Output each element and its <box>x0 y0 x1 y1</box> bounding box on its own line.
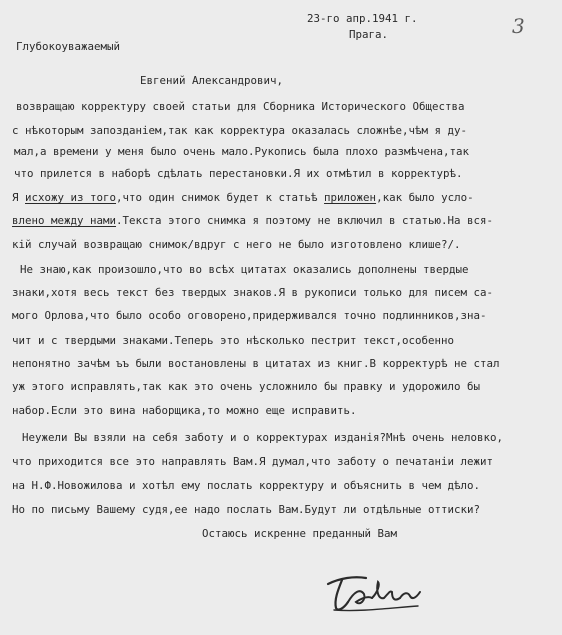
closing-line: Остаюсь искренне преданный Вам <box>202 527 398 540</box>
paragraph-2-line-2: знаки,хотя весь текст без твердых знаков.Я в рукописи только для писем са- <box>12 286 494 299</box>
paragraph-2-line-3: мого Орлова,что было особо оговорено,придерживался точно подлинников,зна- <box>12 309 487 322</box>
letter-date: 23-го апр.1941 г. <box>307 12 418 25</box>
paragraph-1-line-1: возвращаю корректуру своей статьи для Сборника Исторического Общества <box>16 100 465 113</box>
page-number: 3 <box>512 14 525 38</box>
paragraph-2-line-6: уж этого исправлять,так как это очень усложнило бы правку и удорожило бы <box>12 380 481 393</box>
letter-city: Прага. <box>349 28 389 41</box>
handwritten-signature <box>320 562 430 617</box>
underlined-phrase: исхожу из того <box>25 191 117 204</box>
paragraph-1-line-2: с нѣкоторым запозданіем,так как корректура оказалась сложнѣе,чѣм я ду- <box>12 124 468 137</box>
line-5-mid: ,что один снимок будет к статьѣ <box>116 191 325 204</box>
underlined-phrase: влено между нами <box>12 214 117 227</box>
salutation: Глубокоуважаемый <box>16 40 121 53</box>
paragraph-2-line-7: набор.Если это вина наборщика,то можно еще исправить. <box>12 404 357 417</box>
underlined-word: приложен <box>324 191 377 204</box>
paragraph-3-line-3: на Н.Ф.Новожилова и хотѣл ему послать корректуру и объяснить в чем дѣло. <box>12 479 481 492</box>
paragraph-1-line-5 <box>12 191 474 205</box>
line-5-start: Я <box>12 191 26 204</box>
line-6-end: .Текста этого снимка я поэтому не включил в статью.На вся- <box>116 214 494 227</box>
paragraph-3-line-4: Но по письму Вашему судя,ее надо послать Вам.Будут ли отдѣльные оттиски? <box>12 503 481 516</box>
paragraph-3-line-2: что приходится все это направлять Вам.Я думал,что заботу о печатаніи лежит <box>12 455 494 468</box>
addressee-name: Евгений Александрович, <box>140 74 284 87</box>
line-5-end: ,как было усло- <box>376 191 474 204</box>
paragraph-1-line-3: мал,а времени у меня было очень мало.Рукопись была плохо размѣчена,так <box>14 145 470 158</box>
paragraph-1-line-7: кій случай возвращаю снимок/вдруг с него не было изготовлено клише?/. <box>12 238 461 251</box>
paragraph-2-line-1: Не знаю,как произошло,что во всѣх цитатах оказались дополнены твердые <box>20 263 469 276</box>
paragraph-1-line-6 <box>12 214 493 228</box>
paragraph-1-line-4: что прилется в наборѣ сдѣлать перестановки.Я их отмѣтил в корректурѣ. <box>14 167 463 180</box>
paragraph-2-line-5: непонятно зачѣм ъъ были востановлены в цитатах из книг.В корректурѣ не стал <box>12 357 500 370</box>
paragraph-2-line-4: чит и с твердыми знаками.Теперь это нѣсколько пестрит текст,особенно <box>12 334 455 347</box>
paragraph-3-line-1: Неужели Вы взяли на себя заботу и о корректурах изданія?Мнѣ очень неловко, <box>22 431 504 444</box>
